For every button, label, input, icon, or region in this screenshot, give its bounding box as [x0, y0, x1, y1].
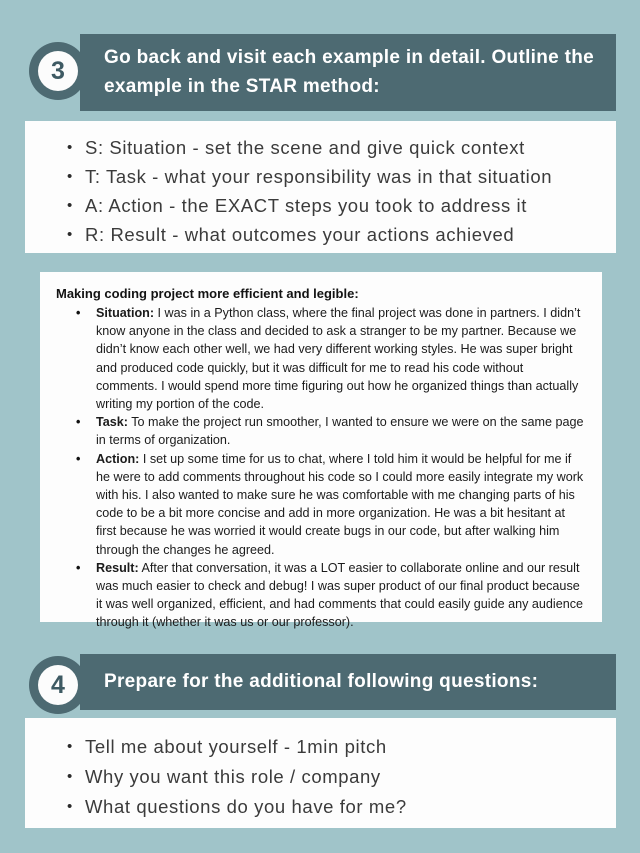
list-item: • T: Task - what your responsibility was in that situation — [65, 162, 606, 191]
example-box — [40, 272, 602, 630]
example-list — [56, 304, 588, 632]
list-item — [76, 304, 588, 413]
step-3-number: 3 — [38, 51, 78, 91]
step-3-banner — [80, 34, 616, 111]
action-text: I set up some time for us to chat, where I told him it would be helpful for me if he were to add comments throughout his code so I could more easily integrate my work with his. I also wanted to make sure he was comfortable with me changing parts of his code to be a bit more concise and add in more organization. He was a bit hesitant at first because he was worried it would create bugs in our code, but after walking him through the changes he agreed. — [96, 451, 584, 557]
list-item — [76, 413, 588, 449]
task-text: To make the project run smoother, I wanted to ensure we were on the same page in terms of organization. — [96, 415, 584, 448]
questions-box — [25, 718, 616, 828]
star-method-list — [65, 133, 606, 249]
step-4-number: 4 — [38, 665, 78, 705]
step-4-title: Prepare for the additional following questions: — [104, 670, 539, 692]
example-title: Making coding project more efficient and legible: — [56, 286, 359, 301]
list-item: • Tell me about yourself - 1min pitch — [65, 732, 606, 762]
star-method-box — [25, 121, 616, 253]
step-3-badge — [29, 42, 87, 100]
list-item: • S: Situation - set the scene and give quick context — [65, 133, 606, 162]
list-item: • Why you want this role / company — [65, 762, 606, 792]
step-4-badge-circle — [29, 656, 87, 714]
list-item — [76, 559, 588, 632]
list-item — [76, 450, 588, 559]
list-item: • What questions do you have for me? — [65, 792, 606, 822]
step-4-badge — [29, 656, 87, 714]
task-label: Task: — [96, 415, 128, 430]
result-label: Result: — [96, 560, 139, 575]
action-label: Action: — [96, 451, 140, 466]
list-item: • A: Action - the EXACT steps you took to address it — [65, 191, 606, 220]
step-3-title: Go back and visit each example in detail. Outline the example in the STAR method: — [104, 47, 594, 97]
list-item: • R: Result - what outcomes your actions achieved — [65, 220, 606, 249]
situation-label: Situation: — [96, 306, 155, 320]
result-text: After that conversation, it was a LOT easier to collaborate online and our result was much easier to check and debug! I was super product of our final product because it was well organized, efficient, and had comments that could easily guide any audience through it (whether it was us or our professor). — [96, 560, 584, 630]
step-3-badge-circle — [29, 42, 87, 100]
situation-text: I was in a Python class, where the final project was done in partners. I didn’t know anyone in the class and decided to ask a stranger to be my partner. Because we didn’t know each other well, we had very different working styles. He was super bright and produced code quickly, but it was difficult for me to read his code without comments. I would spend more time figuring out how he organized things than actually writing my portion of the code. — [96, 306, 581, 412]
step-4-banner — [80, 654, 616, 710]
questions-list — [65, 732, 606, 822]
